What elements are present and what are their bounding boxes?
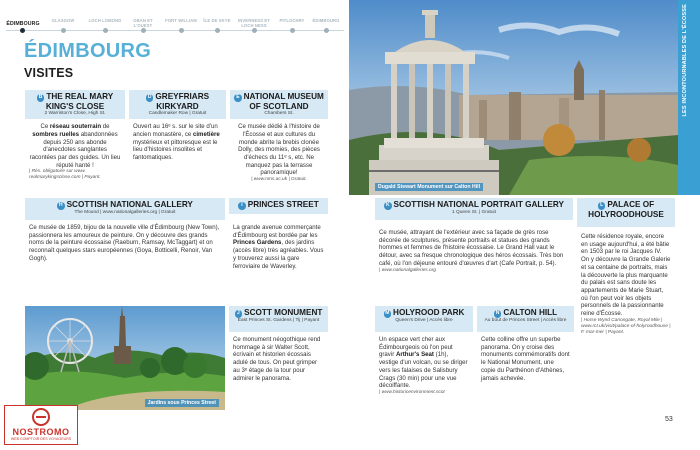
poi-title: I PRINCES STREET xyxy=(233,200,324,210)
page-title: ÉDIMBOURG xyxy=(24,40,152,62)
poi-address: Candlemaker Row | Gratuit xyxy=(148,111,207,117)
logo-name: NOSTROMO xyxy=(12,427,70,437)
poi-title: L PALACE OF HOLYROODHOUSE xyxy=(588,200,664,219)
nav-dot xyxy=(324,28,329,33)
poi-scottish-national-gallery xyxy=(25,198,225,263)
map-marker-badge: D xyxy=(147,94,152,100)
poi-practical-info: | Horse Wynd Canongate, Royal Mile | www.rct.uk/visit/palace-of-holyroodhouse | F. mar-mer | Payant. xyxy=(581,317,671,335)
poi-princes-street xyxy=(229,198,328,270)
poi-description: Un espace vert cher aux Édimbourgeois où l'on peut gravir Arthur's Seat (1h), vestige d'un volcan, ou se diriger vers les falaises de Salisbury Crags (30 min) pour une vue décoiffante. xyxy=(379,336,468,390)
poi-description: Ce musée dédié à l'histoire de l'Écosse et aux cultures du monde abrite la brebis clonée Dolly, des momies, des pièces d'échecs du 11ᵉ s, etc. Ne manquez pas la terrasse panoramique! xyxy=(238,123,320,177)
section-heading: VISITES xyxy=(24,66,74,80)
poi-header xyxy=(229,306,328,332)
chapter-navigation xyxy=(6,14,344,40)
poi-practical-info: | Rés. obligatoire sur www. realmarykingsclose.com | Payant. xyxy=(29,169,101,181)
gardens-illustration xyxy=(25,306,225,410)
poi-address: Queen's Drive | Accès libre xyxy=(395,317,453,323)
poi-address: 1 Queen St. | Gratuit xyxy=(452,209,496,215)
poi-holyrood-park xyxy=(375,306,473,396)
map-marker-badge: K xyxy=(385,202,390,208)
nav-item-edimbourg[interactable]: ÉDIMBOURG xyxy=(6,21,40,27)
poi-mary-kings-close xyxy=(25,90,125,181)
map-marker-badge: M xyxy=(385,310,390,316)
map-marker-badge: L xyxy=(598,202,606,210)
watermark-logo xyxy=(4,405,78,445)
map-marker-badge: I xyxy=(238,202,246,210)
sidebar-tab xyxy=(678,0,700,195)
poi-header xyxy=(375,198,573,220)
sidebar-tab-label: LES INCONTOURNABLES DE L'ÉCOSSE xyxy=(682,4,688,117)
logo-tagline: WEB COMPTOIR DES VOYAGEURS xyxy=(10,437,72,441)
photo-calton-hill xyxy=(349,0,678,195)
poi-header xyxy=(25,90,125,119)
poi-address: The Mound | www.nationalgalleries.org | Gratuit xyxy=(74,209,176,215)
poi-address: Chambers St. xyxy=(264,111,294,117)
poi-description: Ouvert au 16ᵉ s. sur le site d'un ancien monastère, ce cimetière mystérieux et pittoresque est le lieu d'histoires insolites et fantomatiques. xyxy=(133,123,220,161)
poi-address: 2 Warriston's Close, High St. xyxy=(44,111,106,117)
poi-description: Ce monument néogothique rend hommage à sir Walter Scott, écrivain et historien écossais adulé de tous. On peut grimper au 3ᵉ étage de la tour pour admirer le panorama. xyxy=(233,336,321,382)
poi-title: J SCOTT MONUMENT xyxy=(233,308,324,318)
poi-header xyxy=(230,90,328,119)
poi-description: Ce musée de 1859, bijou de la nouvelle ville d'Édimbourg (New Town), passionnera les amoureux de peinture. On y découvre des grands noms de la peinture écossaise (Raeburn, Ramsay, McTaggart) et on reconnaît quelques stars européennes (Goya, Botticelli, Renoir, Van Gogh). xyxy=(29,224,220,262)
nav-dot xyxy=(290,28,295,33)
nav-item-fort-william[interactable]: FORT WILLIAM xyxy=(165,18,197,23)
poi-header xyxy=(129,90,226,119)
poi-title: M HOLYROOD PARK xyxy=(385,308,465,317)
poi-description: Ce musée, attrayant de l'extérieur avec sa façade de grès rose décorée de sculptures, présente portraits et statues des grands hommes et femmes de l'histoire écossaise. Le Grand Hall vaut le détour, avec sa fresque chronologique des héros écossais. Très bon café, où l'on déjeune entouré d'œuvres d'art (Cafe Portrait, p. 54). xyxy=(379,229,564,267)
poi-title: N CALTON HILL xyxy=(495,308,558,317)
nav-dot xyxy=(215,28,220,33)
poi-header xyxy=(577,198,675,227)
nav-dot-active xyxy=(20,28,25,33)
nav-dot xyxy=(179,28,184,33)
calton-hill-illustration xyxy=(349,0,678,195)
poi-portrait-gallery xyxy=(375,198,573,274)
map-marker-badge: E xyxy=(234,94,242,102)
nav-item-glasgow[interactable]: GLASGOW xyxy=(51,18,75,23)
photo-princes-gardens xyxy=(25,306,225,410)
poi-header xyxy=(375,306,473,332)
poi-greyfriars-kirkyard xyxy=(129,90,226,162)
nav-dot xyxy=(252,28,257,33)
poi-practical-info: | www.historicenvironment.scot xyxy=(379,389,445,395)
nav-dot xyxy=(103,28,108,33)
poi-description: Ce réseau souterrain de sombres ruelles abandonnées depuis 250 ans abonde d'anecdotes sanglantes racontées par des guides. Un lieu réputé hanté ! xyxy=(29,123,121,169)
poi-title: E NATIONAL MUSEUM OF SCOTLAND xyxy=(234,92,324,111)
poi-national-museum xyxy=(230,90,328,183)
poi-address: Au bout de Princes Street | Accès libre xyxy=(484,317,567,323)
poi-description: Cette colline offre un superbe panorama. On y croise des monuments commémoratifs dont le National Monument, une copie du Parthénon d'Athènes, jamais achevée. xyxy=(481,336,570,382)
nav-item-inverness[interactable]: INVERNESS ET LOCH NESS xyxy=(238,18,270,28)
map-marker-badge: B xyxy=(38,94,43,100)
photo-caption: Jardins sous Princes Street xyxy=(145,399,219,407)
nav-item-loch-lomond[interactable]: LOCH LOMOND xyxy=(88,18,122,23)
poi-title: K SCOTTISH NATIONAL PORTRAIT GALLERY xyxy=(385,200,564,209)
nav-dot xyxy=(61,28,66,33)
poi-title: H SCOTTISH NATIONAL GALLERY xyxy=(59,200,193,209)
poi-description: Cette résidence royale, encore en usage aujourd'hui, a été bâtie en 1503 par le roi Jacques IV. On y découvre la Grande Galerie et sa centaine de portraits, mais la découverte la plus marquante du palais est sans doute les appartements de Marie Stuart, où l'on peut voir les objets personnels de la passionnante reine d'Écosse. xyxy=(581,233,671,318)
nav-item-edimbourg-end[interactable]: ÉDIMBOURG xyxy=(312,18,340,23)
nav-item-oban[interactable]: OBAN ET L'OUEST xyxy=(133,18,153,28)
poi-practical-info: | www.nms.ac.uk | Gratuit. xyxy=(251,177,307,183)
map-marker-badge: J xyxy=(235,310,243,318)
poi-scott-monument xyxy=(229,306,328,382)
poi-header xyxy=(25,198,225,220)
poi-holyroodhouse xyxy=(577,198,675,336)
nav-item-pitlochry[interactable]: PITLOCHRY xyxy=(279,18,305,23)
photo-caption: Dugald Stewart Monument sur Calton Hill xyxy=(375,183,483,191)
poi-title: B THE REAL MARY KING'S CLOSE xyxy=(38,92,114,111)
map-marker-badge: N xyxy=(495,310,500,316)
poi-header xyxy=(477,306,574,332)
nav-item-ile-de-skye[interactable]: ÎLE DE SKYE xyxy=(203,18,231,23)
poi-practical-info: | www.nationalgalleries.org xyxy=(379,267,436,273)
poi-calton-hill xyxy=(477,306,574,382)
poi-title: D GREYFRIARS KIRKYARD xyxy=(147,92,210,111)
page-number: 53 xyxy=(665,416,673,423)
map-marker-badge: H xyxy=(59,202,63,208)
nav-dot xyxy=(141,28,146,33)
poi-header xyxy=(229,198,328,214)
poi-address: East Princes St. Gardens | Tij | Payant xyxy=(237,317,320,323)
logo-icon xyxy=(32,408,50,426)
poi-description: La grande avenue commerçante d'Édimbourg est bordée par les Princes Gardens, des jardins (accès libre) très agréables. Vous y trouverez aussi la gare ferroviaire de Waverley. xyxy=(233,224,324,270)
